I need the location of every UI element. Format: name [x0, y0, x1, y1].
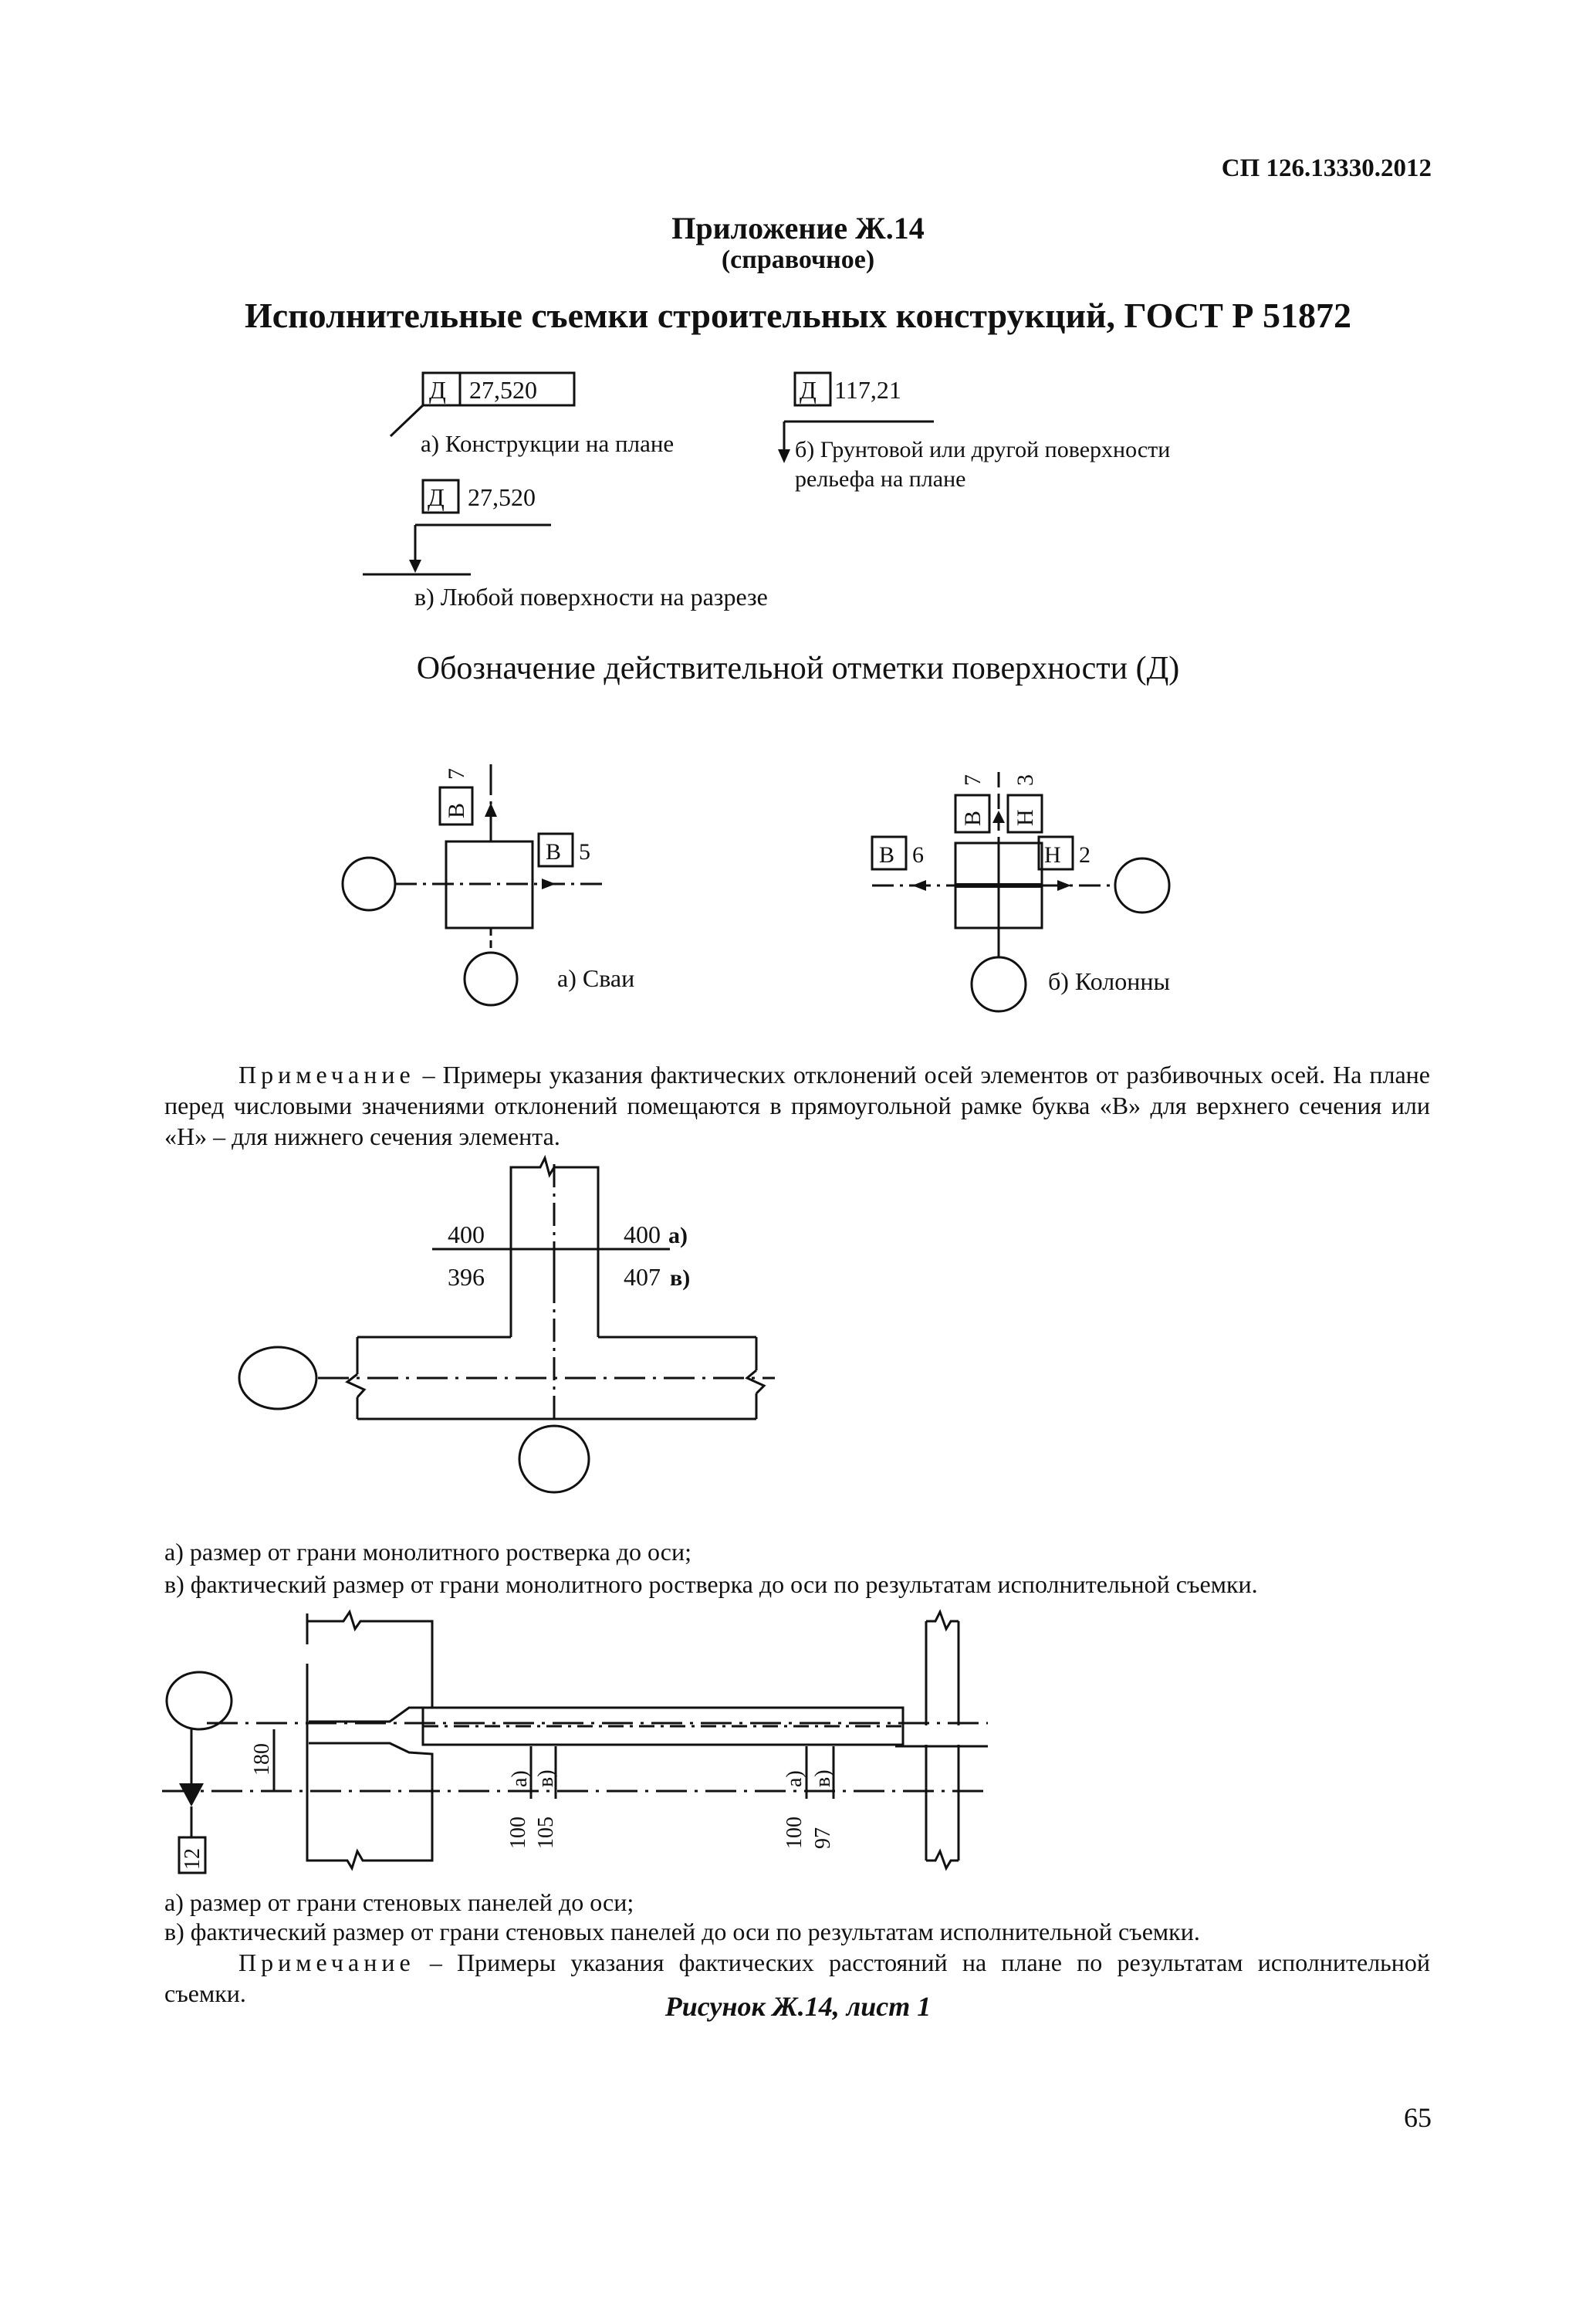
note-1-label: Примечание	[238, 1061, 415, 1089]
mark-b-letter: Д	[800, 376, 817, 404]
grillage-mark-a: а)	[668, 1223, 688, 1248]
appendix-subtitle: (справочное)	[721, 245, 875, 274]
mark-c-caption: в) Любой поверхности на разрезе	[414, 583, 768, 611]
mark-a-value: 27,520	[469, 376, 537, 404]
columns-right-letter: Н	[1044, 842, 1061, 868]
piles-right-letter: В	[546, 839, 562, 865]
document-code: СП 126.13330.2012	[1221, 154, 1432, 182]
grillage-left-design: 400	[448, 1221, 485, 1248]
marks-figure-caption: Обозначение действительной отметки поверхности (Д)	[416, 651, 1180, 686]
walls-d2-design: 100	[783, 1817, 806, 1849]
columns-caption: б) Колонны	[1048, 967, 1170, 995]
columns-left-letter: В	[879, 842, 895, 868]
columns-top-left-value: 7	[960, 774, 986, 786]
appendix-title: Приложение Ж.14	[671, 211, 925, 245]
walls-dim-180: 180	[250, 1743, 274, 1776]
piles-caption: а) Сваи	[557, 964, 635, 992]
walls-d2-mark-b: в)	[811, 1769, 835, 1787]
mark-a-caption: а) Конструкции на плане	[421, 430, 675, 457]
walls-legend-a: а) размер от грани стеновых панелей до оси;	[164, 1888, 634, 1916]
note-2-label: Примечание	[238, 1949, 415, 1976]
walls-diagram	[162, 1612, 988, 1873]
walls-d2-mark-a: а)	[783, 1770, 806, 1787]
note-2-text: – Примеры указания фактических расстояний на плане по результатам исполнительной съемки.	[164, 1949, 1430, 2007]
columns-top-right-value: 3	[1013, 774, 1038, 786]
piles-right-value: 5	[579, 839, 590, 865]
note-1-text: – Примеры указания фактических отклонений осей элементов от разбивочных осей. На плане перед числовыми значениями отклонений помещаются в прямоугольной рамке буква «В» для верхнего сечения или «Н» – для нижнего сечения элемента.	[164, 1061, 1430, 1150]
walls-legend-b: в) фактический размер от грани стеновых панелей до оси по результатам исполнительной съемки.	[164, 1918, 1200, 1945]
main-title: Исполнительные съемки строительных конструкций, ГОСТ Р 51872	[244, 296, 1352, 335]
grillage-right-actual: 407	[624, 1263, 661, 1291]
mark-c-letter: Д	[428, 483, 445, 511]
walls-axis-number: 12	[181, 1848, 205, 1870]
mark-ground-plan	[778, 373, 1170, 492]
columns-left-value: 6	[912, 842, 924, 868]
columns-diagram	[872, 772, 1170, 1011]
walls-d1-design: 100	[506, 1817, 530, 1849]
piles-diagram	[343, 764, 634, 1005]
mark-c-value: 27,520	[468, 483, 536, 511]
grillage-right-design: 400	[624, 1221, 661, 1248]
mark-b-value: 117,21	[834, 376, 901, 404]
grillage-legend-b: в) фактический размер от грани монолитного ростверка до оси по результатам исполнительной съемки.	[164, 1570, 1258, 1598]
mark-section	[363, 480, 768, 611]
note-1	[164, 1059, 1430, 1152]
walls-d2-actual: 97	[811, 1827, 835, 1849]
columns-top-left-letter: В	[960, 810, 986, 826]
mark-b-caption-2: рельефа на плане	[795, 466, 966, 492]
walls-d1-mark-a: а)	[508, 1770, 532, 1787]
mark-a-letter: Д	[429, 376, 446, 404]
grillage-mark-b: в)	[670, 1265, 691, 1291]
grillage-legend-a: а) размер от грани монолитного ростверка до оси;	[164, 1538, 691, 1566]
columns-top-right-letter: Н	[1013, 809, 1038, 826]
grillage-left-actual: 396	[448, 1263, 485, 1291]
page-number: 65	[1404, 2102, 1432, 2133]
piles-top-letter: В	[444, 802, 469, 818]
mark-construction-plan	[391, 373, 674, 457]
columns-right-value: 2	[1079, 842, 1090, 868]
walls-d1-actual: 105	[534, 1817, 558, 1849]
walls-d1-mark-b: в)	[534, 1769, 558, 1787]
figure-reference: Рисунок Ж.14, лист 1	[664, 1991, 932, 2022]
mark-b-caption-1: б) Грунтовой или другой поверхности	[795, 437, 1171, 462]
grillage-diagram	[239, 1158, 775, 1492]
piles-top-value: 7	[444, 768, 469, 780]
